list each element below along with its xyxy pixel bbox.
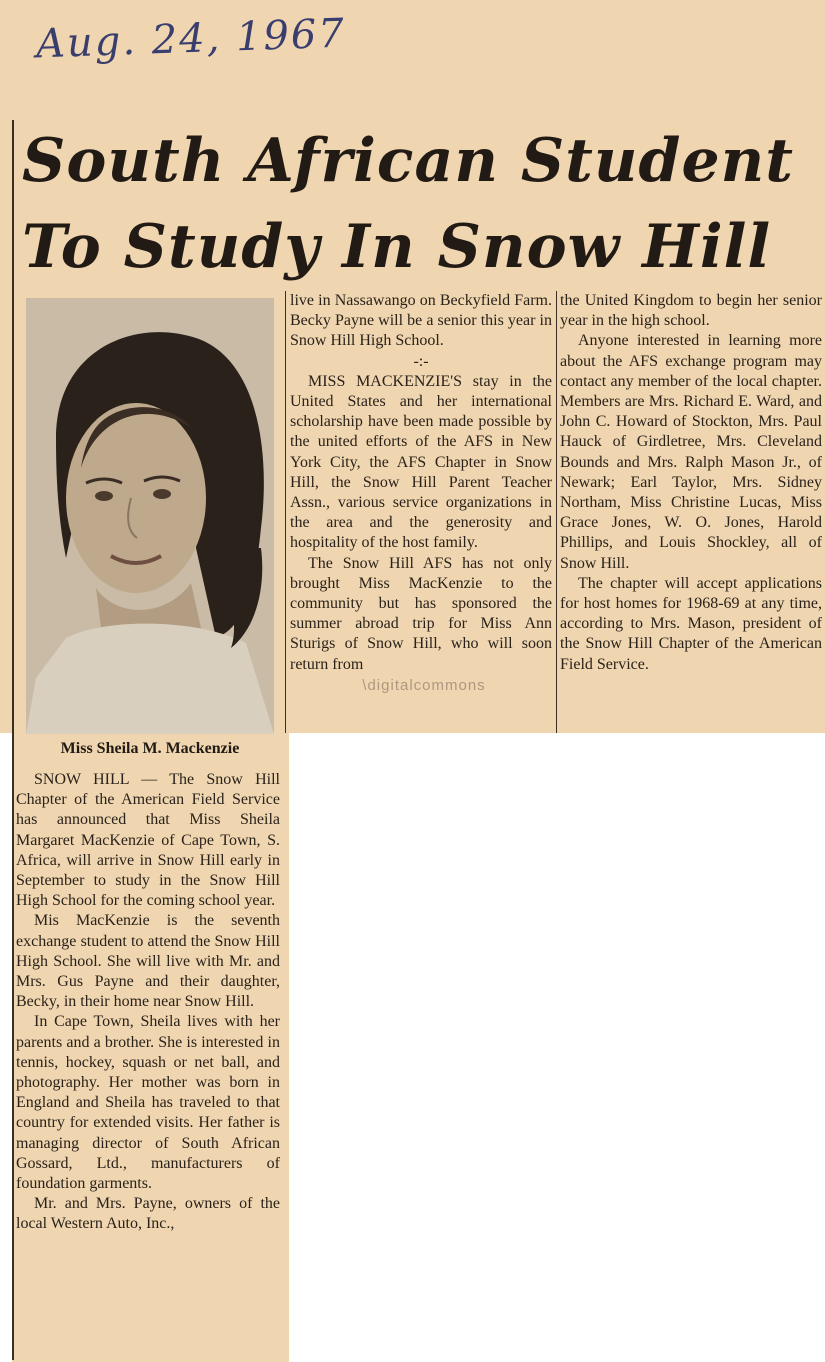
column-rule: [285, 291, 286, 733]
paragraph: Anyone interested in learning more about the AFS exchange program may contact any member of the local chapter. Members are Mrs. Richard E. Ward, and John C. Howard of Stockton, Mrs. Paul Hauck of Girdletree, Mrs. Cleveland Bounds and Mrs. Ralph Mason Jr., of Newark; Earl Taylor, Mrs. Sidney Northam, Miss Christine Lucas, Miss Grace Jones, W. O. Jones, Harold Phillips, and Louis Shockley, all of Snow Hill.: [560, 332, 822, 572]
photo-caption: Miss Sheila M. Mackenzie: [60, 740, 240, 757]
paragraph: In Cape Town, Sheila lives with her parents and a brother. She is interested in tennis, hockey, squash or net ball, and photography. Her mother was born in England and Sheila has traveled to that country for extended visits. Her father is managing director of South African Gossard, Ltd., manufacturers of foundation garments.: [16, 1013, 280, 1193]
watermark: \digitalcommons: [362, 677, 486, 694]
headline: [22, 118, 812, 290]
article-column-1: [16, 770, 280, 1235]
paragraph: The chapter will accept applications for host homes for 1968-69 at any time, according to Mrs. Mason, president of the Snow Hill Chapter of the American Field Service.: [560, 574, 822, 673]
paragraph: the United Kingdom to begin her senior year in the high school.: [560, 292, 822, 330]
handwritten-date: Aug. 24, 1967: [35, 10, 347, 68]
left-border-rule: [12, 120, 14, 1360]
portrait-illustration: [26, 298, 274, 734]
paragraph: SNOW HILL — The Snow Hill Chapter of the American Field Service has announced that Miss Sheila Margaret MacKenzie of Cape Town, S. Africa, will arrive in Snow Hill early in September to study in the Snow Hill High School for the coming school year.: [16, 771, 280, 910]
paragraph: live in Nassawango on Beckyfield Farm. Becky Payne will be a senior this year in Snow Hill High School.: [290, 292, 552, 350]
article-column-2: [290, 291, 552, 675]
paragraph: Mis MacKenzie is the seventh exchange student to attend the Snow Hill High School. She will live with Mr. and Mrs. Gus Payne and their daughter, Becky, in their home near Snow Hill.: [16, 912, 280, 1011]
section-separator: -:-: [413, 352, 429, 370]
paragraph: Mr. and Mrs. Payne, owners of the local Western Auto, Inc.,: [16, 1195, 280, 1233]
article-column-3: [560, 291, 822, 675]
paragraph: MISS MACKENZIE'S stay in the United States and her international scholarship have been made possible by the united efforts of the AFS in New York City, the AFS Chapter in Snow Hill, the Snow Hill Parent Teacher Assn., various service organizations in the area and the generosity and hospitality of the host family.: [290, 372, 552, 552]
headline-line-1: South African Student: [22, 126, 794, 196]
headline-line-2: To Study In Snow Hill: [22, 212, 772, 282]
column-rule: [556, 291, 557, 733]
portrait-photo: [26, 298, 274, 734]
paragraph: The Snow Hill AFS has not only brought Miss MacKenzie to the community but has sponsored the summer abroad trip for Miss Ann Sturigs of Snow Hill, who will soon return from: [290, 554, 552, 673]
